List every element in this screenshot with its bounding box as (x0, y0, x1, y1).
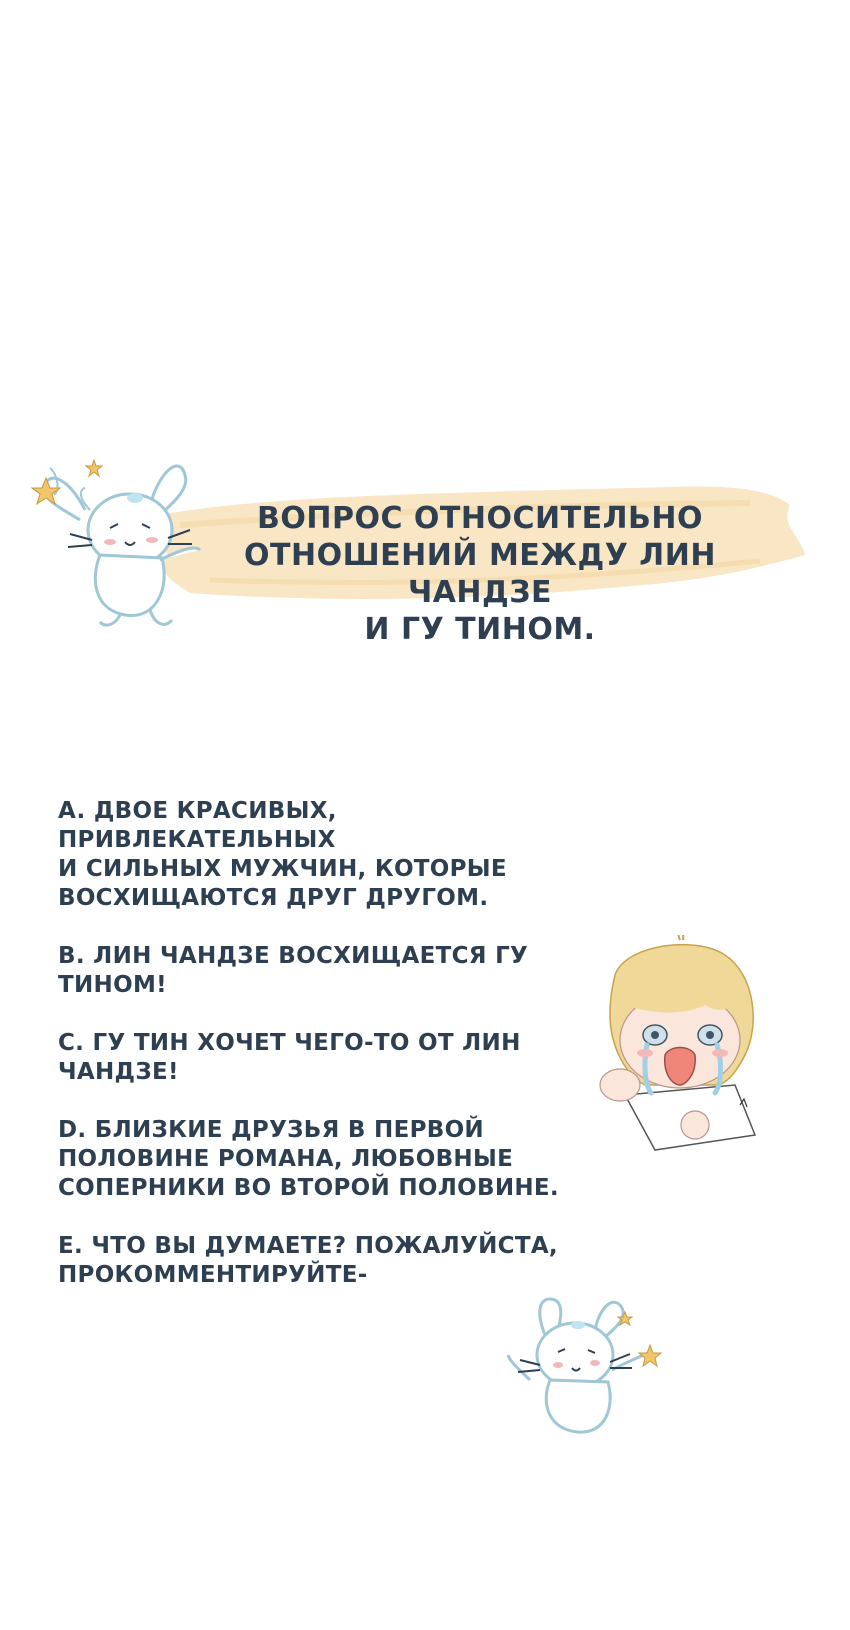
mouse-mascot-icon (500, 1290, 675, 1450)
page-title: ВОПРОС ОТНОСИТЕЛЬНО ОТНОШЕНИЙ МЕЖДУ ЛИН ЧАНДЗЕ И ГУ ТИНОМ. (244, 501, 716, 647)
option-b: B. ЛИН ЧАНДЗЕ ВОСХИЩАЕТСЯ ГУ ТИНОМ! (58, 943, 529, 998)
option-a: A. ДВОЕ КРАСИВЫХ, ПРИВЛЕКАТЕЛЬНЫХ И СИЛЬНЫХ МУЖЧИН, КОТОРЫЕ ВОСХИЩАЮТСЯ ДРУГ ДРУГОМ. (58, 798, 507, 911)
option-e: E. ЧТО ВЫ ДУМАЕТЕ? ПОЖАЛУЙСТА, ПРОКОММЕНТИРУЙТЕ- (58, 1233, 558, 1288)
crying-chibi-icon (585, 935, 785, 1205)
option-d: D. БЛИЗКИЕ ДРУЗЬЯ В ПЕРВОЙ ПОЛОВИНЕ РОМАНА, ЛЮБОВНЫЕ СОПЕРНИКИ ВО ВТОРОЙ ПОЛОВИНЕ. (58, 1117, 559, 1201)
answer-options (58, 797, 618, 1319)
option-c: C. ГУ ТИН ХОЧЕТ ЧЕГО-ТО ОТ ЛИН ЧАНДЗЕ! (58, 1030, 521, 1085)
